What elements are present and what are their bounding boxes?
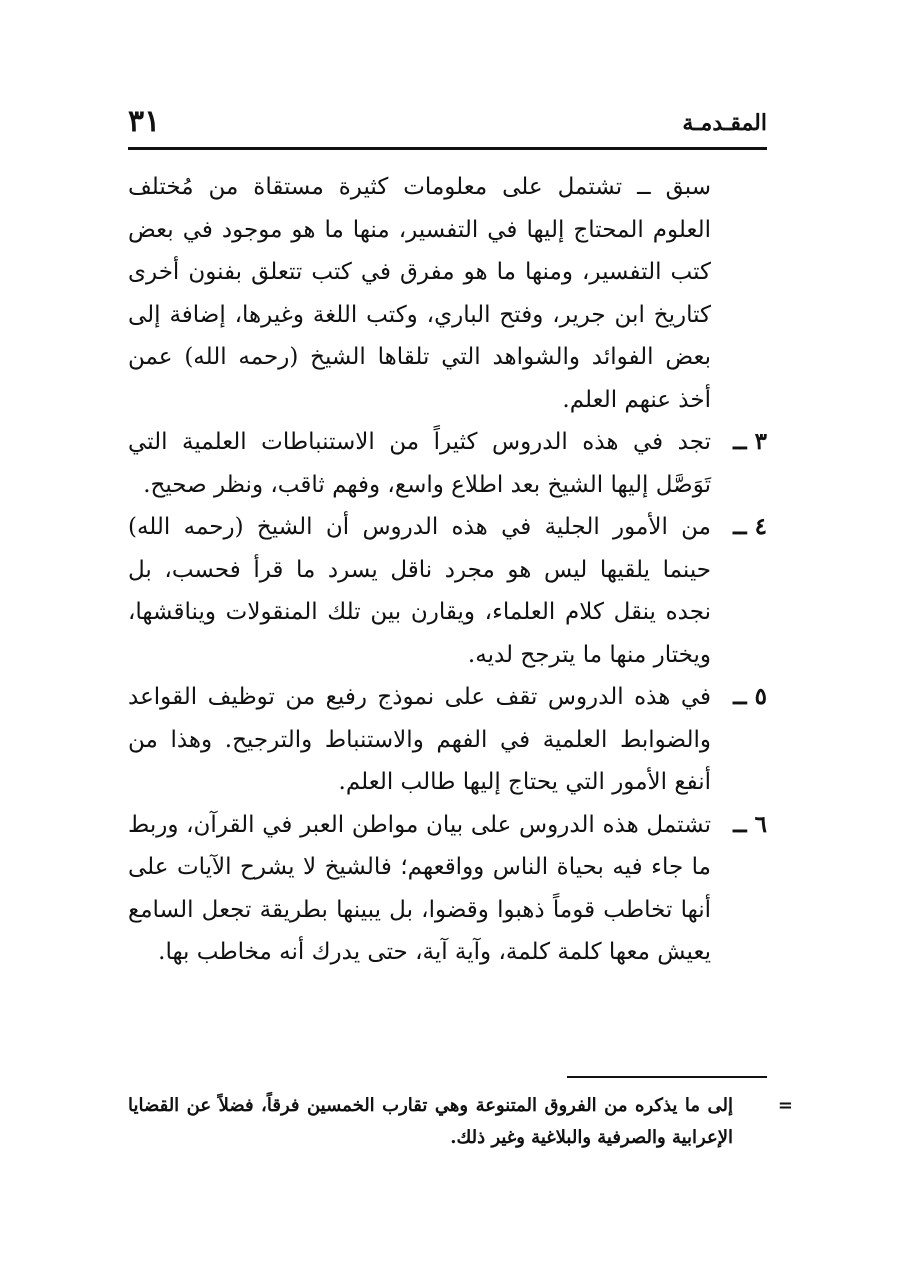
list-item-3 bbox=[128, 421, 767, 506]
list-item-4 bbox=[128, 506, 767, 676]
list-item-text: في هذه الدروس تقف على نموذج رفيع من توظيف القواعد والضوابط العلمية في الفهم والاستنباط والترجيح. وهذا من أنفع الأمور التي يحتاج إليها طالب العلم. bbox=[128, 684, 711, 795]
list-item-number: ٥ ــ bbox=[733, 683, 767, 710]
main-text bbox=[128, 166, 767, 974]
chapter-title: المقـدمـة bbox=[682, 110, 767, 136]
list-item-number: ٣ ــ bbox=[733, 428, 767, 455]
header-divider bbox=[128, 147, 767, 150]
page-number: ٣١ bbox=[128, 104, 161, 139]
list-item-text: من الأمور الجلية في هذه الدروس أن الشيخ (رحمه الله) حينما يلقيها ليس هو مجرد ناقل يسرد ما قرأ فحسب، بل نجده ينقل كلام العلماء، ويقارن بين تلك المنقولات ويناقشها، ويختار منها ما يترجح لديه. bbox=[128, 514, 711, 668]
list-item-text: تجد في هذه الدروس كثيراً من الاستنباطات العلمية التي تَوَصَّل إليها الشيخ بعد اطلاع واسع، وفهم ثاقب، ونظر صحيح. bbox=[128, 429, 711, 498]
list-item-5 bbox=[128, 676, 767, 804]
list-item-number: ٤ ــ bbox=[733, 513, 767, 540]
footnote-text: إلى ما يذكره من الفروق المتنوعة وهي تقارب الخمسين فرقاً، فضلاً عن القضايا الإعرابية والصرفية والبلاغية وغير ذلك. bbox=[128, 1095, 733, 1148]
page-header bbox=[128, 104, 767, 144]
footnote-continuation-mark: = bbox=[777, 1095, 793, 1116]
list-item-text: تشتمل هذه الدروس على بيان مواطن العبر في القرآن، وربط ما جاء فيه بحياة الناس وواقعهم؛ فالشيخ لا يشرح الآيات على أنها تخاطب قوماً ذهبوا وقضوا، بل يبينها بطريقة تجعل السامع يعيش معها كلمة كلمة، وآية آية، حتى يدرك أنه مخاطب بها. bbox=[128, 811, 711, 965]
continued-paragraph: سبق ــ تشتمل على معلومات كثيرة مستقاة من مُختلف العلوم المحتاج إليها في التفسير، منها ما هو موجود في بعض كتب التفسير، ومنها ما هو مفرق في كتب تتعلق بفنون أخرى كتاريخ ابن جرير، وفتح الباري، وكتب اللغة وغيرها، إضافة إلى بعض الفوائد والشواهد التي تلقاها الشيخ (رحمه الله) عمن أخذ عنهم العلم. bbox=[128, 174, 711, 413]
footnote-divider bbox=[567, 1076, 767, 1078]
list-item-6 bbox=[128, 804, 767, 974]
footnote bbox=[128, 1090, 793, 1154]
list-item-number: ٦ ــ bbox=[733, 810, 767, 838]
